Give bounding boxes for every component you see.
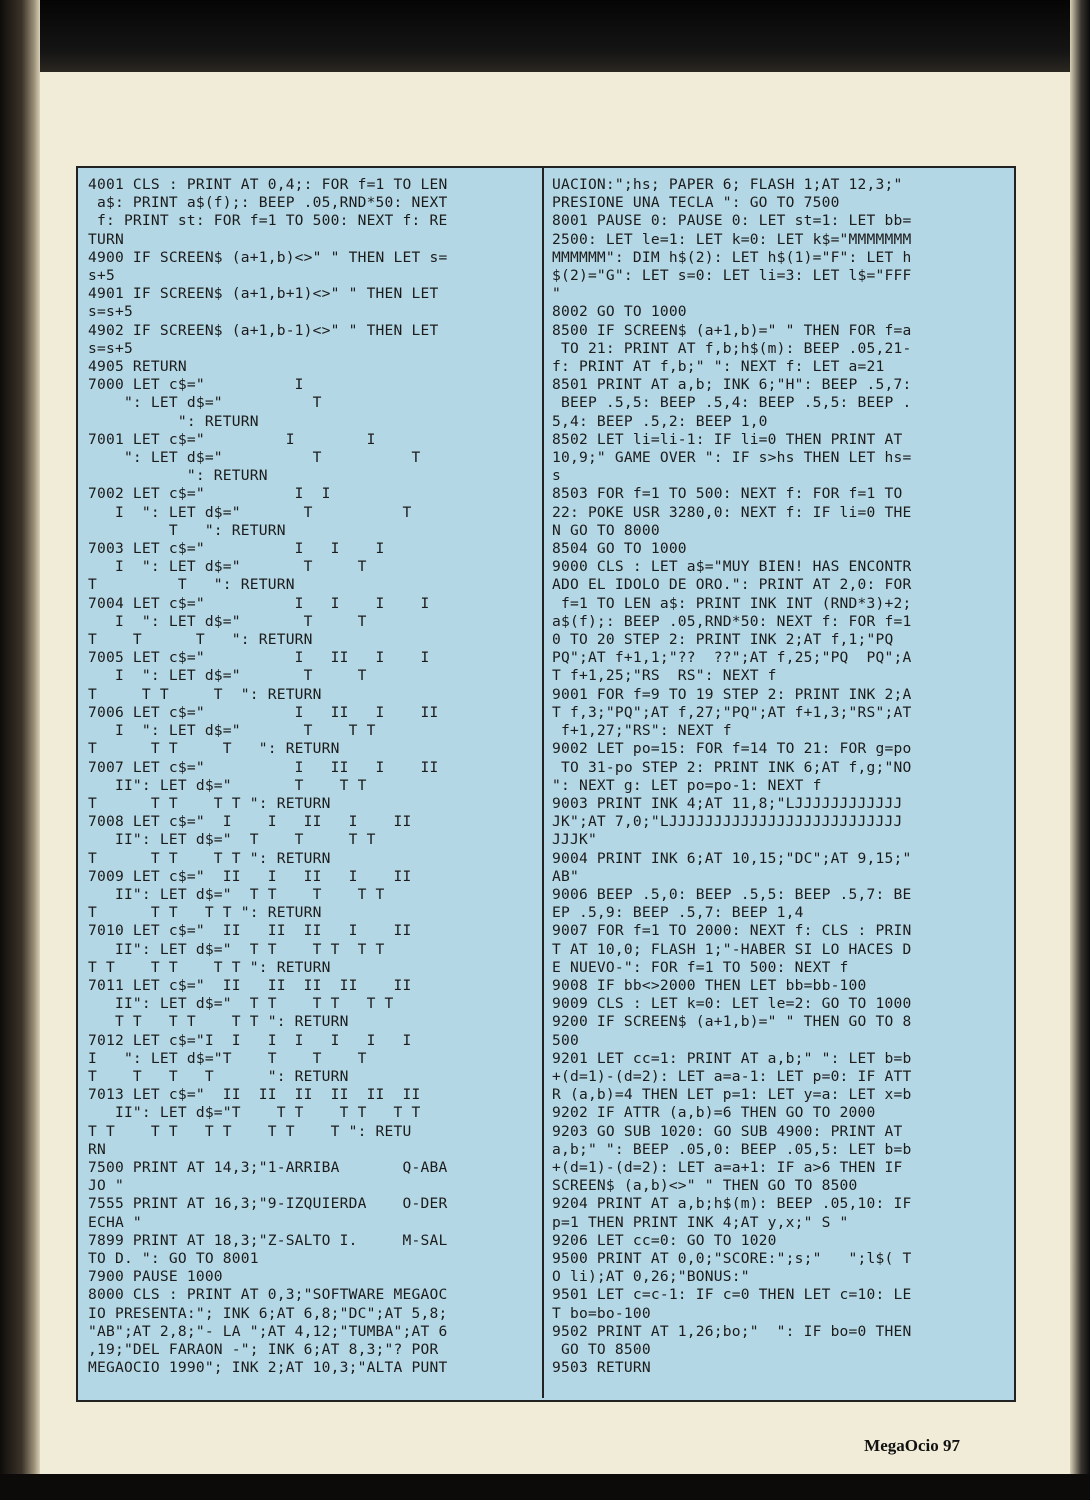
page-top-edge [0,0,1090,72]
listing-right-column: UACION:";hs; PAPER 6; FLASH 1;AT 12,3;" PRESIONE UNA TECLA ": GO TO 7500 8001 PAUSE 0: PAUSE 0: LET st=1: LET bb= 2500: LET le=1: LET k=0: LET k$="MMMMMMM MMMMMM": DIM h$(2): LET h$(1)="F": LET h $(2)="G": LET s=0: LET li=3: LET l$="FFF " 8002 GO TO 1000 8500 IF SCREEN$ (a+1,b)=" " THEN FOR f=a TO 21: PRINT AT f,b;h$(m): BEEP .05,21- f: PRINT AT f,b;" ": NEXT f: LET a=21 8501 PRINT AT a,b; INK 6;"H": BEEP .5,7: BEEP .5,5: BEEP .5,4: BEEP .5,5: BEEP . 5,4: BEEP .5,2: BEEP 1,0 8502 LET li=li-1: IF li=0 THEN PRINT AT 10,9;" GAME OVER ": IF s>hs THEN LET hs= s 8503 FOR f=1 TO 500: NEXT f: FOR f=1 TO 22: POKE USR 3280,0: NEXT f: IF li=0 THE N GO TO 8000 8504 GO TO 1000 9000 CLS : LET a$="MUY BIEN! HAS ENCONTR ADO EL IDOLO DE ORO.": PRINT AT 2,0: FOR f=1 TO LEN a$: PRINT INK INT (RND*3)+2; a$(f);: BEEP .05,RND*50: NEXT f: FOR f=1 0 TO 20 STEP 2: PRINT INK 2;AT f,1;"PQ PQ";AT f+1,1;"?? ??";AT f,25;"PQ PQ";A T f+1,25;"RS RS": NEXT f 9001 FOR f=9 TO 19 STEP 2: PRINT INK 2;A T f,3;"PQ";AT f,27;"PQ";AT f+1,3;"RS";AT f+1,27;"RS": NEXT f 9002 LET po=15: FOR f=14 TO 21: FOR g=po TO 31-po STEP 2: PRINT INK 6;AT f,g;"NO ": NEXT g: LET po=po-1: NEXT f 9003 PRINT INK 4;AT 11,8;"LJJJJJJJJJJJJ JK";AT 7,0;"LJJJJJJJJJJJJJJJJJJJJJJJJJJ JJJK" 9004 PRINT INK 6;AT 10,15;"DC";AT 9,15;" AB" 9006 BEEP .5,0: BEEP .5,5: BEEP .5,7: BE EP .5,9: BEEP .5,7: BEEP 1,4 9007 FOR f=1 TO 2000: NEXT f: CLS : PRIN T AT 10,0; FLASH 1;"-HABER SI LO HACES D E NUEVO-": FOR f=1 TO 500: NEXT f 9008 IF bb<>2000 THEN LET bb=bb-100 9009 CLS : LET k=0: LET le=2: GO TO 1000 9200 IF SCREEN$ (a+1,b)=" " THEN GO TO 8 500 9201 LET cc=1: PRINT AT a,b;" ": LET b=b +(d=1)-(d=2): LET a=a-1: LET p=0: IF ATT R (a,b)=4 THEN LET p=1: LET y=a: LET x=b 9202 IF ATTR (a,b)=6 THEN GO TO 2000 9203 GO SUB 1020: GO SUB 4900: PRINT AT a,b;" ": BEEP .05,0: BEEP .05,5: LET b=b +(d=1)-(d=2): LET a=a+1: IF a>6 THEN IF SCREEN$ (a,b)<>" " THEN GO TO 8500 9204 PRINT AT a,b;h$(m): BEEP .05,10: IF p=1 THEN PRINT INK 4;AT y,x;" S " 9206 LET cc=0: GO TO 1020 9500 PRINT AT 0,0;"SCORE:";s;" ";l$( T O li);AT 0,26;"BONUS:" 9501 LET c=c-1: IF c=0 THEN LET c=10: LE T bo=bo-100 9502 PRINT AT 1,26;bo;" ": IF bo=0 THEN GO TO 8500 9503 RETURN [552,176,912,1377]
listing-left-column: 4001 CLS : PRINT AT 0,4;: FOR f=1 TO LEN a$: PRINT a$(f);: BEEP .05,RND*50: NEXT f: PRINT st: FOR f=1 TO 500: NEXT f: RE TURN 4900 IF SCREEN$ (a+1,b)<>" " THEN LET s= s+5 4901 IF SCREEN$ (a+1,b+1)<>" " THEN LET s=s+5 4902 IF SCREEN$ (a+1,b-1)<>" " THEN LET s=s+5 4905 RETURN 7000 LET c$=" I ": LET d$=" T ": RETURN 7001 LET c$=" I I ": LET d$=" T T ": RETURN 7002 LET c$=" I I I ": LET d$=" T T T ": RETURN 7003 LET c$=" I I I I ": LET d$=" T T T T ": RETURN 7004 LET c$=" I I I I I ": LET d$=" T T T T T ": RETURN 7005 LET c$=" I II I I I ": LET d$=" T T T T T T ": RETURN 7006 LET c$=" I II I II I ": LET d$=" T T T T T T T ": RETURN 7007 LET c$=" I II I II II": LET d$=" T T T T T T T T ": RETURN 7008 LET c$=" I I II I II II": LET d$=" T T T T T T T T T ": RETURN 7009 LET c$=" II I II I II II": LET d$=" T T T T T T T T T T ": RETURN 7010 LET c$=" II II II I II II": LET d$=" T T T T T T T T T T T T ": RETURN 7011 LET c$=" II II II II II II": LET d$=" T T T T T T T T T T T T ": RETURN 7012 LET c$="I I I I I I I I ": LET d$="T T T T T T T T ": RETURN 7013 LET c$=" II II II II II II II": LET d$="T T T T T T T T T T T T T T T T ": RETU RN 7500 PRINT AT 14,3;"1-ARRIBA Q-ABA JO " 7555 PRINT AT 16,3;"9-IZQUIERDA O-DER ECHA " 7899 PRINT AT 18,3;"Z-SALTO I. M-SAL TO D. ": GO TO 8001 7900 PAUSE 1000 8000 CLS : PRINT AT 0,3;"SOFTWARE MEGAOC IO PRESENTA:"; INK 6;AT 6,8;"DC";AT 5,8; "AB";AT 2,8;"- LA ";AT 4,12;"TUMBA";AT 6 ,19;"DEL FARAON -"; INK 6;AT 8,3;"? POR MEGAOCIO 1990"; INK 2;AT 10,3;"ALTA PUNT [88,176,448,1377]
page-binding-gutter [0,0,40,1500]
page-footer-label: MegaOcio 97 [864,1436,960,1455]
page-bottom-edge [0,1474,1090,1500]
page-right-edge [1070,0,1090,1500]
column-divider [542,166,544,1398]
